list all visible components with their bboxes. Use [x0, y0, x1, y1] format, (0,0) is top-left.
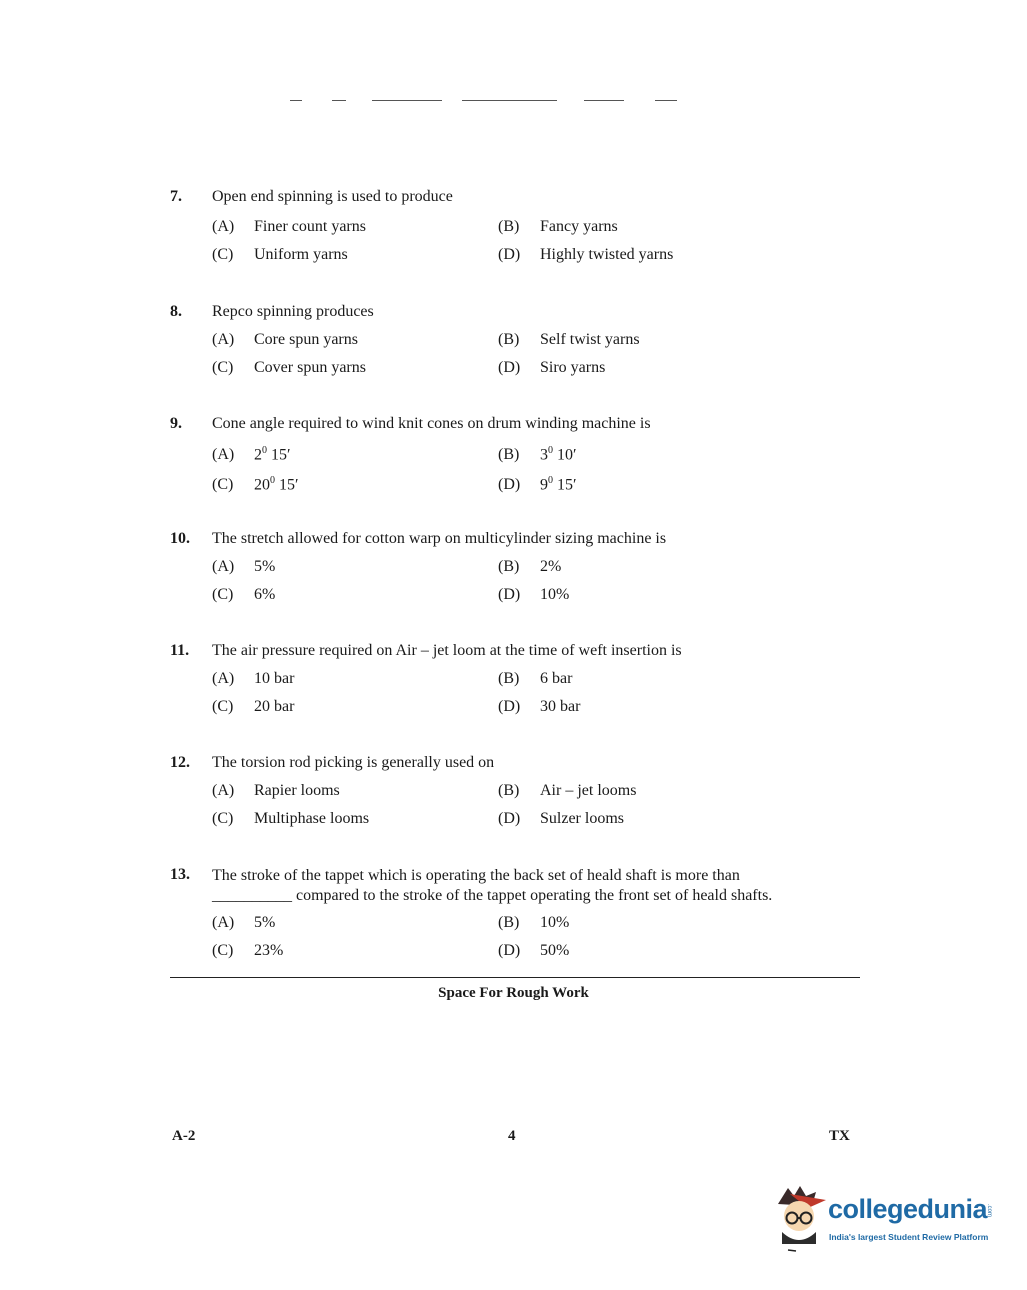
option-d: (D) 10% — [498, 586, 570, 603]
option-c: (C) Multiphase looms — [212, 810, 370, 827]
question-number: 8. — [170, 303, 182, 320]
option-b: (B) $3^0$ 10′ — [498, 445, 577, 464]
option-c: (C) $20^0$ 15′ — [212, 475, 299, 494]
footer-code: A-2 — [172, 1128, 196, 1144]
option-d: (D) Sulzer looms — [498, 810, 624, 827]
option-a: (A) Core spun yarns — [212, 331, 358, 348]
scan-dash — [290, 100, 302, 101]
option-d: (D) 50% — [498, 942, 570, 959]
option-b: (B) 6 bar — [498, 670, 573, 687]
option-d: (D) $9^0$ 15′ — [498, 475, 577, 494]
logo-suffix: .com — [986, 1204, 992, 1218]
option-d: (D) Siro yarns — [498, 359, 606, 376]
page-number: 4 — [508, 1128, 516, 1144]
rough-work-heading: Space For Rough Work — [438, 985, 589, 1001]
question-text: Cone angle required to wind knit cones on drum winding machine is — [212, 415, 651, 432]
option-c: (C) 23% — [212, 942, 284, 959]
option-b: (B) 10% — [498, 914, 570, 931]
question-text: The torsion rod picking is generally used on — [212, 754, 495, 771]
option-a: (A) Finer count yarns — [212, 218, 366, 235]
question-number: 10. — [170, 530, 190, 547]
question-text: Repco spinning produces — [212, 303, 374, 320]
question-text: The stretch allowed for cotton warp on multicylinder sizing machine is — [212, 530, 667, 547]
answer-blank: __________ — [212, 887, 292, 904]
option-b: (B) Fancy yarns — [498, 218, 618, 235]
question-text: Open end spinning is used to produce — [212, 188, 453, 205]
option-d: (D) 30 bar — [498, 698, 581, 715]
divider — [170, 977, 860, 978]
question-text: The stroke of the tappet which is operating the back set of heald shaft is more than __________ compared to the stroke of the tappet operating the front set of heald shafts. — [212, 867, 773, 904]
collegedunia-logo — [768, 1182, 998, 1252]
option-c: (C) Cover spun yarns — [212, 359, 366, 376]
option-a: (A) Rapier looms — [212, 782, 340, 799]
scan-dash — [462, 100, 557, 101]
logo-tagline: India's largest Student Review Platform — [829, 1232, 989, 1242]
question-number: 11. — [170, 642, 190, 659]
option-a: (A) 10 bar — [212, 670, 295, 687]
scan-dash — [372, 100, 442, 101]
scan-dash — [584, 100, 624, 101]
option-b: (B) Self twist yarns — [498, 331, 640, 348]
option-c: (C) 20 bar — [212, 698, 295, 715]
footer-subject: TX — [829, 1128, 850, 1144]
scan-dash — [332, 100, 346, 101]
option-a: (A) $2^0$ 15′ — [212, 445, 291, 464]
scan-dash — [655, 100, 677, 101]
option-d: (D) Highly twisted yarns — [498, 246, 674, 263]
logo-wordmark: collegedunia — [828, 1194, 988, 1224]
question-number: 12. — [170, 754, 190, 771]
mascot-icon — [768, 1182, 830, 1252]
question-number: 7. — [170, 188, 182, 205]
question-number: 13. — [170, 866, 190, 883]
option-a: (A) 5% — [212, 558, 276, 575]
option-b: (B) Air – jet looms — [498, 782, 637, 799]
option-b: (B) 2% — [498, 558, 562, 575]
option-c: (C) 6% — [212, 586, 276, 603]
question-text: The air pressure required on Air – jet loom at the time of weft insertion is — [212, 642, 682, 659]
option-c: (C) Uniform yarns — [212, 246, 348, 263]
option-a: (A) 5% — [212, 914, 276, 931]
question-number: 9. — [170, 415, 182, 432]
